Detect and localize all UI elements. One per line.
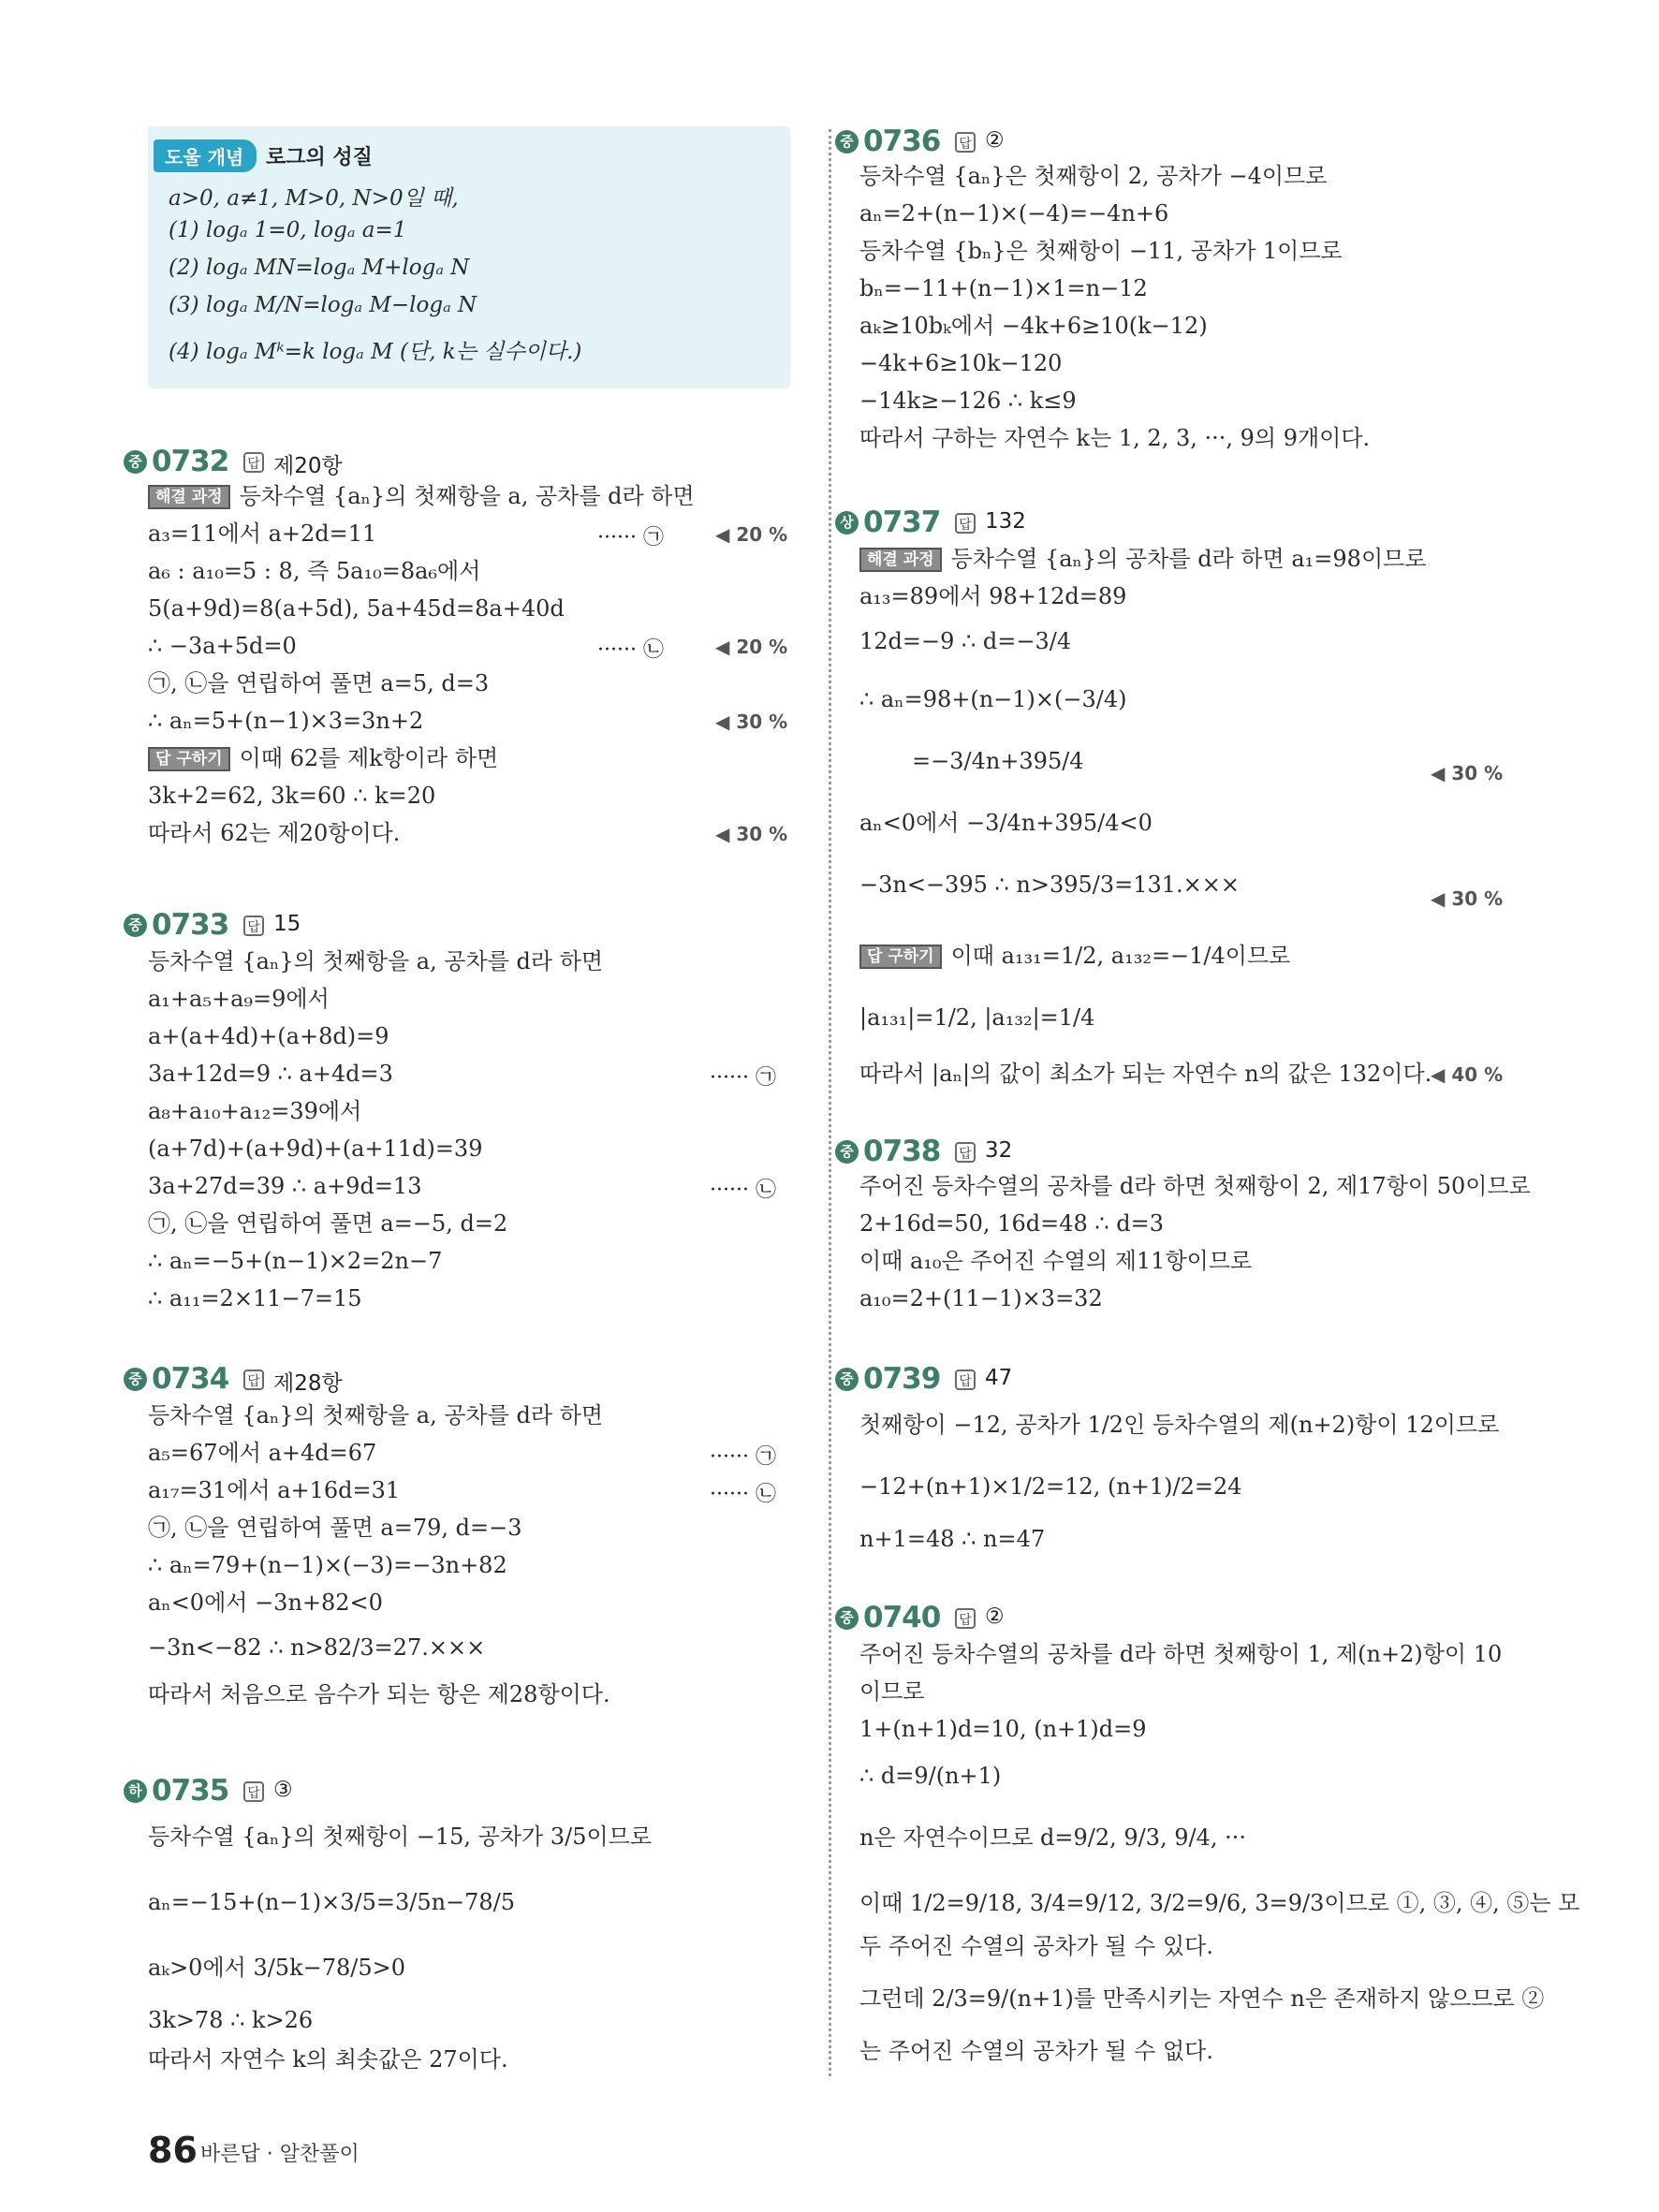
concept-box [148, 126, 790, 388]
solution-line: |a₁₃₁|=1/2, |a₁₃₂|=1/4 [859, 1004, 1095, 1031]
solution-text: 등차수열 {aₙ}의 첫째항을 a, 공차를 d라 하면 [239, 483, 695, 509]
solution-line: aₙ=−15+(n−1)×3/5=3/5n−78/5 [148, 1889, 516, 1915]
solution-line: a₁₇=31에서 a+16d=31 [148, 1477, 401, 1503]
score-percent: ◀ 40 % [1431, 1063, 1504, 1086]
level-badge: 중 [124, 914, 147, 937]
solution-line: n+1=48 ∴ n=47 [859, 1526, 1046, 1552]
page-number: 86 [148, 2130, 198, 2171]
solution-line: 따라서 |aₙ|의 값이 최소가 되는 자연수 n의 값은 132이다. [859, 1061, 1432, 1087]
column-divider [829, 129, 831, 2076]
solution-line: aₖ>0에서 3/5k−78/5>0 [148, 1955, 405, 1981]
answer-icon: 답 [243, 1370, 264, 1390]
solution-line: 이므로 [859, 1678, 925, 1705]
level-badge: 중 [835, 1606, 859, 1630]
problem-header [128, 445, 794, 482]
solution-line: 1+(n+1)d=10, (n+1)d=9 [859, 1716, 1147, 1742]
problem-0735 [128, 1774, 794, 2083]
solution-line: 두 주어진 수열의 공차가 될 수 있다. [859, 1933, 1213, 1959]
answer-value: 15 [273, 912, 301, 936]
score-percent: ◀ 30 % [715, 710, 788, 733]
solution-text: 등차수열 {aₙ}의 공차를 d라 하면 a₁=98이므로 [950, 546, 1427, 572]
level-badge: 중 [835, 1140, 859, 1164]
answer-icon: 답 [955, 1142, 976, 1163]
solution-line: 3k>78 ∴ k>26 [148, 2007, 314, 2033]
problem-number: 0738 [863, 1135, 941, 1168]
solution-line: −3n<−395 ∴ n>395/3=131.××× [859, 872, 1240, 898]
concept-title: 로그의 성질 [266, 146, 373, 169]
answer-value: 132 [985, 509, 1026, 534]
solution-line: 등차수열 {bₙ}은 첫째항이 −11, 공차가 1이므로 [859, 238, 1343, 264]
answer-icon: 답 [243, 1781, 264, 1802]
solution-line: −4k+6≥10k−120 [859, 350, 1063, 376]
level-badge: 하 [124, 1780, 147, 1803]
left-column [128, 0, 794, 2212]
solution-line: a+(a+4d)+(a+8d)=9 [148, 1023, 389, 1049]
solution-line: aₙ=2+(n−1)×(−4)=−4n+6 [859, 200, 1169, 227]
answer-value: 47 [985, 1366, 1013, 1390]
equation-marker: ······ ㉠ [710, 1445, 776, 1469]
equation-marker: ······ ㉡ [597, 638, 664, 662]
solution-line: 따라서 구하는 자연수 k는 1, 2, 3, ···, 9의 9개이다. [859, 425, 1371, 451]
solution-line: 3a+12d=9 ∴ a+4d=3 [148, 1061, 393, 1087]
solution-line: 따라서 자연수 k의 최솟값은 27이다. [148, 2046, 508, 2073]
step-tag: 답 구하기 [148, 747, 230, 771]
problem-header [840, 125, 1515, 162]
solution-line: aₙ<0에서 −3/4n+395/4<0 [859, 810, 1152, 836]
solution-line: 3k+2=62, 3k=60 ∴ k=20 [148, 783, 436, 809]
problem-0732 [128, 445, 794, 857]
solution-line: 12d=−9 ∴ d=−3/4 [859, 628, 1072, 654]
solution-line: a₁₀=2+(11−1)×3=32 [859, 1285, 1103, 1311]
solution-line: 그런데 2/3=9/(n+1)를 만족시키는 자연수 n은 존재하지 않으므로 ② [859, 1985, 1545, 2012]
solution-line: 등차수열 {aₙ}의 첫째항을 a, 공차를 d라 하면 [148, 1402, 604, 1428]
problem-0737 [840, 505, 1515, 1105]
score-percent: ◀ 20 % [715, 636, 788, 658]
problem-header [840, 1135, 1515, 1172]
step-tag: 해결 과정 [148, 485, 230, 509]
problem-number: 0736 [863, 125, 941, 158]
problem-number: 0737 [863, 505, 941, 539]
solution-line: ∴ d=9/(n+1) [859, 1763, 1002, 1789]
concept-line: (2) logₐ MN=logₐ M+logₐ N [169, 256, 470, 280]
score-percent: ◀ 30 % [1431, 762, 1504, 784]
solution-line: =−3/4n+395/4 [912, 748, 1084, 774]
solution-line: 등차수열 {aₙ}은 첫째항이 2, 공차가 −4이므로 [859, 163, 1328, 189]
solution-line: 주어진 등차수열의 공차를 d라 하면 첫째항이 1, 제(n+2)항이 10 [859, 1641, 1503, 1667]
problem-header [840, 1362, 1515, 1399]
solution-line: a₃=11에서 a+2d=11 [148, 520, 377, 547]
solution-line: 는 주어진 수열의 공차가 될 수 없다. [859, 2038, 1213, 2064]
solution-line: a₁+a₅+a₉=9에서 [148, 986, 330, 1012]
step-tag: 해결 과정 [859, 548, 942, 572]
solution-line: ∴ aₙ=98+(n−1)×(−3/4) [859, 686, 1127, 712]
book-title: 바른답 · 알찬풀이 [200, 2143, 360, 2166]
solution-line [148, 482, 695, 510]
solution-line: 등차수열 {aₙ}의 첫째항을 a, 공차를 d라 하면 [148, 948, 604, 974]
equation-marker: ······ ㉡ [710, 1179, 776, 1202]
solution-line: 따라서 처음으로 음수가 되는 항은 제28항이다. [148, 1681, 610, 1707]
problem-number: 0733 [152, 908, 229, 942]
problem-header [128, 1362, 794, 1399]
concept-line: (4) logₐ Mᵏ=k logₐ M (단, k는 실수이다.) [169, 340, 582, 364]
answer-icon: 답 [955, 132, 976, 153]
problem-number: 0739 [863, 1362, 941, 1396]
solution-line: 첫째항이 −12, 공차가 1/2인 등차수열의 제(n+2)항이 12이므로 [859, 1412, 1500, 1438]
right-column [840, 0, 1580, 2212]
solution-line: −14k≥−126 ∴ k≤9 [859, 388, 1077, 414]
score-percent: ◀ 20 % [715, 523, 788, 546]
solution-line: 이때 1/2=9/18, 3/4=9/12, 3/2=9/6, 3=9/3이므로 ①, ③, ④, ⑤는 모 [859, 1890, 1580, 1916]
answer-icon: 답 [955, 513, 976, 534]
concept-tag: 도울 개념 [154, 139, 257, 172]
answer-icon: 답 [955, 1608, 976, 1629]
problem-0740 [840, 1601, 1580, 2087]
level-badge: 상 [835, 511, 859, 535]
solution-line: ㉠, ㉡을 연립하여 풀면 a=5, d=3 [148, 670, 490, 696]
solution-line: ∴ a₁₁=2×11−7=15 [148, 1285, 362, 1311]
solution-line: aₖ≥10bₖ에서 −4k+6≥10(k−12) [859, 313, 1208, 339]
solution-line [859, 942, 1290, 970]
level-badge: 중 [124, 450, 147, 474]
problem-0739 [840, 1362, 1515, 1552]
problem-0738 [840, 1135, 1531, 1322]
concept-line: a>0, a≠1, M>0, N>0일 때, [169, 186, 459, 211]
level-badge: 중 [835, 1368, 859, 1391]
answer-value: 제28항 [273, 1371, 343, 1396]
solution-line: 주어진 등차수열의 공차를 d라 하면 첫째항이 2, 제17항이 50이므로 [859, 1173, 1531, 1199]
answer-value: ③ [273, 1778, 293, 1802]
solution-line: ㉠, ㉡을 연립하여 풀면 a=79, d=−3 [148, 1515, 522, 1541]
solution-line: 3a+27d=39 ∴ a+9d=13 [148, 1173, 422, 1199]
solution-line: 따라서 62는 제20항이다. [148, 820, 401, 846]
solution-line: −3n<−82 ∴ n>82/3=27.××× [148, 1634, 486, 1661]
solution-line [859, 545, 1427, 573]
level-badge: 중 [835, 130, 859, 154]
solution-line: 5(a+9d)=8(a+5d), 5a+45d=8a+40d [148, 595, 565, 622]
problem-0733 [128, 908, 794, 1320]
problem-0736 [840, 125, 1515, 461]
solution-line: 2+16d=50, 16d=48 ∴ d=3 [859, 1210, 1165, 1237]
answer-icon: 답 [243, 452, 264, 473]
step-tag: 답 구하기 [859, 945, 942, 969]
concept-line: (1) logₐ 1=0, logₐ a=1 [169, 218, 407, 242]
score-percent: ◀ 30 % [1431, 887, 1504, 910]
solution-line [148, 744, 498, 772]
solution-line: a₅=67에서 a+4d=67 [148, 1440, 377, 1466]
solution-line: a₈+a₁₀+a₁₂=39에서 [148, 1098, 362, 1124]
solution-line: ㉠, ㉡을 연립하여 풀면 a=−5, d=2 [148, 1210, 508, 1237]
solution-line: 이때 a₁₀은 주어진 수열의 제11항이므로 [859, 1248, 1253, 1274]
solution-text: 이때 a₁₃₁=1/2, a₁₃₂=−1/4이므로 [950, 943, 1291, 969]
answer-value: 32 [985, 1138, 1013, 1163]
problem-number: 0735 [152, 1774, 229, 1808]
solution-line: ∴ −3a+5d=0 [148, 633, 297, 659]
solution-text: 이때 62를 제k항이라 하면 [239, 745, 499, 771]
score-percent: ◀ 30 % [715, 823, 788, 845]
solution-line: ∴ aₙ=5+(n−1)×3=3n+2 [148, 708, 424, 734]
answer-value: 제20항 [273, 454, 343, 478]
equation-marker: ······ ㉡ [710, 1483, 776, 1506]
concept-line: (3) logₐ M/N=logₐ M−logₐ N [169, 293, 477, 317]
answer-icon: 답 [243, 916, 264, 936]
solution-line: ∴ aₙ=79+(n−1)×(−3)=−3n+82 [148, 1552, 507, 1578]
solution-line: a₁₃=89에서 98+12d=89 [859, 583, 1127, 609]
problem-number: 0740 [863, 1601, 941, 1634]
solution-line: n은 자연수이므로 d=9/2, 9/3, 9/4, ··· [859, 1824, 1247, 1851]
solution-line: bₙ=−11+(n−1)×1=n−12 [859, 275, 1148, 301]
problem-0734 [128, 1362, 794, 1736]
answer-value: ② [985, 1604, 1005, 1629]
equation-marker: ······ ㉠ [597, 526, 664, 549]
problem-header [840, 505, 1515, 543]
answer-value: ② [985, 128, 1005, 153]
answer-icon: 답 [955, 1370, 976, 1390]
solution-line: aₙ<0에서 −3n+82<0 [148, 1589, 383, 1616]
equation-marker: ······ ㉠ [710, 1066, 776, 1090]
problem-number: 0734 [152, 1362, 229, 1396]
problem-number: 0732 [152, 445, 229, 478]
problem-header [840, 1601, 1515, 1638]
problem-header [128, 908, 794, 945]
solution-line: −12+(n+1)×1/2=12, (n+1)/2=24 [859, 1473, 1242, 1500]
solution-line: 등차수열 {aₙ}의 첫째항이 −15, 공차가 3/5이므로 [148, 1824, 653, 1850]
problem-header [128, 1774, 794, 1811]
level-badge: 중 [124, 1368, 147, 1391]
solution-line: a₆ : a₁₀=5 : 8, 즉 5a₁₀=8a₆에서 [148, 558, 481, 584]
solution-line: (a+7d)+(a+9d)+(a+11d)=39 [148, 1135, 483, 1162]
solution-line: ∴ aₙ=−5+(n−1)×2=2n−7 [148, 1248, 443, 1274]
